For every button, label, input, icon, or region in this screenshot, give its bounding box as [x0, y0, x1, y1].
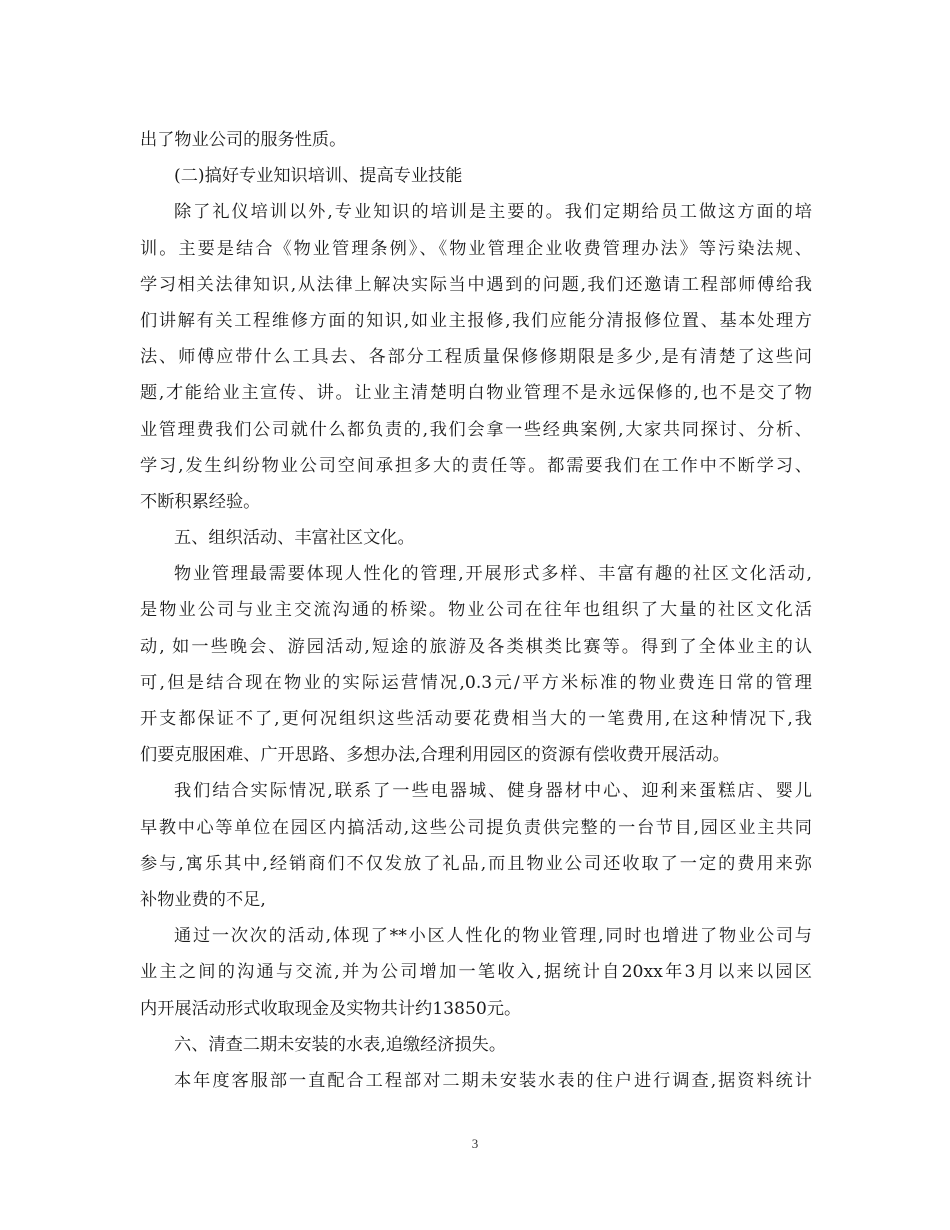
- text-line: 除了礼仪培训以外,专业知识的培训是主要的。我们定期给员工做这方面的培: [174, 202, 812, 223]
- text-line: 出了物业公司的服务性质。: [140, 130, 347, 150]
- text-line: 学习,发生纠纷物业公司空间承担多大的责任等。都需要我们在工作中不断学习、: [140, 455, 812, 476]
- text-line: 们要克服困难、广开思路、多想办法,合理利用园区的资源有偿收费开展活动。: [140, 745, 730, 766]
- text-line: 学习相关法律知识,从法律上解决实际当中遇到的问题,我们还邀请工程部师傅给我: [140, 274, 812, 295]
- text-line: 可,但是结合现在物业的实际运营情况,0.3元/平方米标准的物业费连日常的管理: [140, 672, 812, 693]
- text-line: 业主之间的沟通与交流,并为公司增加一笔收入,据统计自20xx年3月以来以园区: [140, 962, 812, 983]
- text-line: 补物业费的不足,: [140, 889, 266, 910]
- text-line: 内开展活动形式收取现金及实物共计约13850元。: [140, 998, 522, 1019]
- text-line: 业管理费我们公司就什么都负责的,我们会拿一些经典案例,大家共同探讨、分析、: [140, 419, 812, 440]
- text-line: (二)搞好专业知识培训、提高专业技能: [174, 166, 463, 187]
- text-line: 题,才能给业主宣传、讲。让业主清楚明白物业管理不是永远保修的,也不是交了物: [140, 383, 812, 404]
- text-line: 通过一次次的活动,体现了**小区人性化的物业管理,同时也增进了物业公司与: [174, 926, 812, 947]
- text-line: 动, 如一些晚会、游园活动,短途的旅游及各类棋类比赛等。得到了全体业主的认: [140, 636, 812, 657]
- document-body: [140, 122, 812, 1099]
- page-number: 3: [471, 1136, 479, 1151]
- text-line: 不断积累经验。: [140, 491, 261, 512]
- text-line: 训。主要是结合《物业管理条例》、《物业管理企业收费管理办法》等污染法规、: [140, 238, 812, 259]
- text-line: 开支都保证不了,更何况组织这些活动要花费相当大的一笔费用,在这种情况下,我: [140, 709, 812, 729]
- text-line: 是物业公司与业主交流沟通的桥梁。物业公司在往年也组织了大量的社区文化活: [140, 600, 812, 621]
- text-line: 法、师傅应带什么工具去、各部分工程质量保修修期限是多少,是有清楚了这些问: [140, 347, 812, 368]
- text-line: 本年度客服部一直配合工程部对二期未安装水表的住户进行调查,据资料统计: [174, 1070, 812, 1091]
- text-line: 五、组织活动、丰富社区文化。: [174, 528, 415, 549]
- text-line: 我们结合实际情况,联系了一些电器城、健身器材中心、迎利来蛋糕店、婴儿: [174, 781, 812, 802]
- text-line: 早教中心等单位在园区内搞活动,这些公司提负责供完整的一台节目,园区业主共同: [140, 817, 812, 838]
- text-line: 参与,寓乐其中,经销商们不仅发放了礼品,而且物业公司还收取了一定的费用来弥: [140, 853, 812, 874]
- text-line: 物业管理最需要体现人性化的管理,开展形式多样、丰富有趣的社区文化活动,: [174, 564, 812, 585]
- text-line: 六、清查二期未安装的水表,追缴经济损失。: [174, 1034, 507, 1055]
- text-line: 们讲解有关工程维修方面的知识,如业主报修,我们应能分清报修位置、基本处理方: [140, 310, 812, 331]
